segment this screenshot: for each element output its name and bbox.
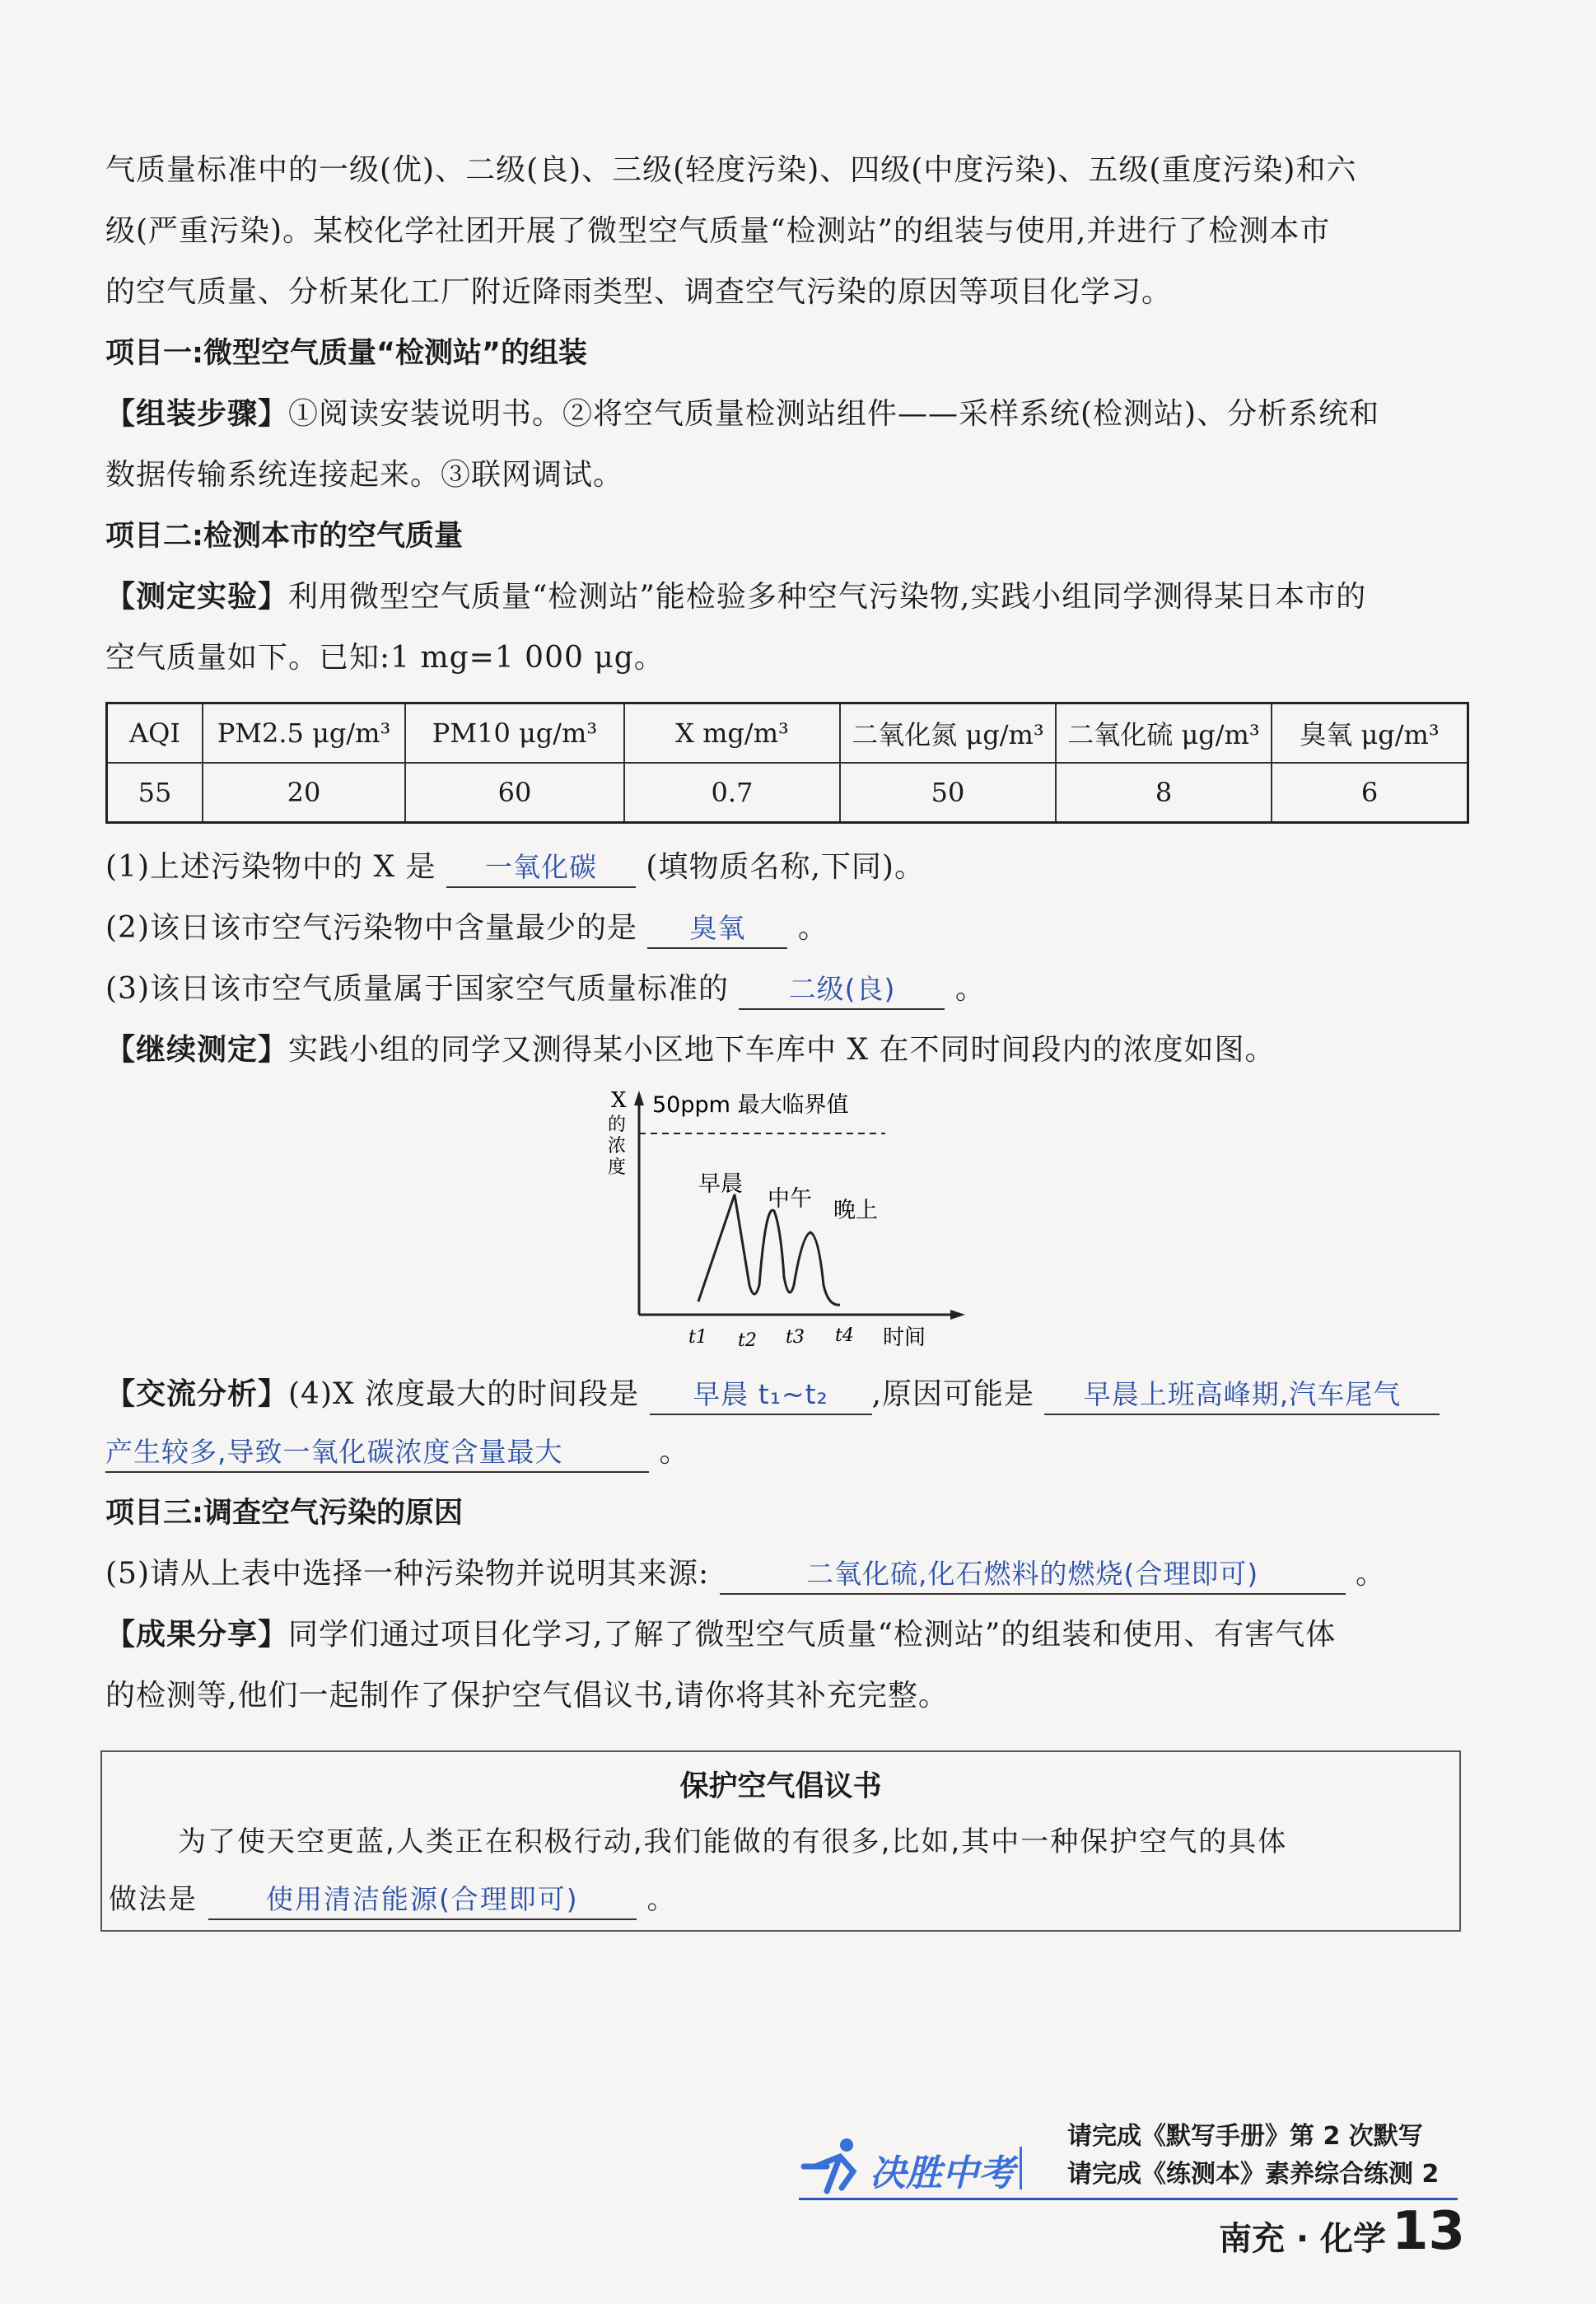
experiment-tag: 【测定实验】	[105, 580, 289, 614]
question-5	[105, 1544, 1472, 1605]
footer-reminder-1: 请完成《默写手册》第 2 次默写	[1067, 2122, 1423, 2151]
threshold-label: 50ppm 最大临界值	[652, 1092, 849, 1118]
question-2	[105, 898, 1472, 959]
table-header-cell: PM2.5 μg/m³	[203, 703, 405, 764]
share-text-1	[105, 1605, 1472, 1666]
table-row	[107, 763, 1468, 823]
q3-prompt: (3)该日该市空气质量属于国家空气质量标准的	[105, 972, 729, 1006]
tick-t4: t4	[835, 1325, 854, 1346]
runner-logo-icon	[799, 2133, 873, 2199]
intro-line-2: 级(严重污染)。某校化学社团开展了微型空气质量“检测站”的组装与使用,并进行了检测本市	[105, 214, 1331, 248]
project1-text-2: 数据传输系统连接起来。③联网调试。	[105, 458, 624, 492]
share-tag: 【成果分享】	[105, 1618, 289, 1652]
project2-text-1-content: 利用微型空气质量“检测站”能检验多种空气污染物,实践小组同学测得某日本市的	[288, 580, 1367, 614]
q5-post: 。	[1356, 1557, 1387, 1591]
q4-post: 。	[659, 1435, 690, 1469]
project1-text-1	[105, 384, 1472, 445]
graph-y-label: X 的浓度	[608, 1088, 627, 1178]
table-cell: 20	[203, 763, 405, 823]
share-text-2: 的检测等,他们一起制作了保护空气倡议书,请你将其补充完整。	[105, 1679, 949, 1713]
brand-divider	[1020, 2147, 1022, 2190]
table-header-cell: 二氧化硫 μg/m³	[1056, 703, 1272, 764]
y-axis-arrow-icon	[634, 1091, 644, 1105]
peak-label-morning: 早晨	[698, 1171, 743, 1197]
intro-line-1: 气质量标准中的一级(优)、二级(良)、三级(轻度污染)、四级(中度污染)、五级(重度污染)和六	[105, 153, 1357, 187]
q1-answer: 一氧化碳	[446, 848, 636, 888]
x-axis-arrow-icon	[950, 1310, 965, 1320]
peak-label-noon: 中午	[768, 1186, 812, 1212]
q4-mid: ,原因可能是	[871, 1377, 1034, 1411]
continue-tag: 【继续测定】	[105, 1033, 289, 1067]
q3-post: 。	[954, 972, 986, 1006]
q5-answer: 二氧化硫,化石燃料的燃烧(合理即可)	[720, 1555, 1346, 1595]
share-text-1-content: 同学们通过项目化学习,了解了微型空气质量“检测站”的组装和使用、有害气体	[288, 1618, 1337, 1652]
proposal-post: 。	[646, 1883, 677, 1916]
q1-prompt: (1)上述污染物中的 X 是	[105, 850, 436, 884]
tick-t3: t3	[786, 1327, 805, 1348]
table-header-cell: 二氧化氮 μg/m³	[840, 703, 1056, 764]
project2-text-1	[105, 567, 1472, 628]
q4-answer-reason-2: 产生较多,导致一氧化碳浓度含量最大	[105, 1433, 649, 1473]
graph-x-label: 时间	[883, 1325, 926, 1350]
table-header-cell: PM10 μg/m³	[405, 703, 624, 764]
page-number: 13	[1392, 2201, 1466, 2262]
question-3	[105, 959, 1472, 1020]
table-header-row	[107, 703, 1468, 764]
project2-title: 项目二:检测本市的空气质量	[105, 520, 463, 553]
q4-answer-time: 早晨 t₁~t₂	[650, 1376, 872, 1415]
air-quality-table	[105, 702, 1469, 824]
question-4	[105, 1364, 1472, 1425]
proposal-answer: 使用清洁能源(合理即可)	[208, 1881, 637, 1920]
q2-answer: 臭氧	[647, 909, 787, 949]
proposal-title: 保护空气倡议书	[679, 1770, 882, 1803]
project1-text-1-content: ①阅读安装说明书。②将空气质量检测站组件——采样系统(检测站)、分析系统和	[288, 397, 1380, 431]
subject-label: 南充 · 化学	[1219, 2220, 1387, 2258]
exchange-tag: 【交流分析】	[105, 1377, 289, 1411]
proposal-text-1: 为了使天空更蓝,人类正在积极行动,我们能做的有很多,比如,其中一种保护空气的具体	[178, 1825, 1288, 1858]
table-cell: 55	[107, 763, 203, 823]
concentration-graph	[593, 1087, 988, 1359]
q5-prompt: (5)请从上表中选择一种污染物并说明其来源:	[105, 1557, 710, 1591]
table-header-cell: X mg/m³	[624, 703, 840, 764]
footer-rule	[799, 2198, 1458, 2200]
assembly-tag: 【组装步骤】	[105, 397, 289, 431]
table-cell: 0.7	[624, 763, 840, 823]
peak-label-evening: 晚上	[833, 1198, 878, 1223]
q4-answer-reason-1: 早晨上班高峰期,汽车尾气	[1044, 1376, 1440, 1415]
question-4-continued	[105, 1422, 1472, 1483]
q2-post: 。	[797, 911, 828, 945]
proposal-text-2	[109, 1871, 1451, 1928]
table-cell: 60	[405, 763, 624, 823]
brand-logo: 决胜中考	[870, 2152, 1015, 2194]
q1-post: (填物质名称,下同)。	[646, 850, 925, 884]
table-header-cell: AQI	[107, 703, 203, 764]
project1-title: 项目一:微型空气质量“检测站”的组装	[105, 337, 588, 370]
tick-t1: t1	[688, 1327, 707, 1348]
project3-title: 项目三:调查空气污染的原因	[105, 1497, 463, 1530]
proposal-box	[100, 1750, 1461, 1932]
footer-reminder-2: 请完成《练测本》素养综合练测 2	[1067, 2160, 1440, 2189]
question-1	[105, 837, 1472, 898]
proposal-prompt: 做法是	[109, 1883, 198, 1916]
table-cell: 8	[1056, 763, 1272, 823]
project2-text-2: 空气质量如下。已知:1 mg=1 000 μg。	[105, 641, 665, 675]
q4-prompt: (4)X 浓度最大的时间段是	[288, 1377, 640, 1411]
continue-text: 实践小组的同学又测得某小区地下车库中 X 在不同时间段内的浓度如图。	[288, 1033, 1276, 1067]
table-header-cell: 臭氧 μg/m³	[1272, 703, 1468, 764]
continue-measure	[105, 1020, 1472, 1081]
intro-line-3: 的空气质量、分析某化工厂附近降雨类型、调查空气污染的原因等项目化学习。	[105, 275, 1173, 309]
table-cell: 50	[840, 763, 1056, 823]
q3-answer: 二级(良)	[739, 970, 945, 1010]
tick-t2: t2	[738, 1330, 757, 1351]
q2-prompt: (2)该日该市空气污染物中含量最少的是	[105, 911, 637, 945]
table-cell: 6	[1272, 763, 1468, 823]
